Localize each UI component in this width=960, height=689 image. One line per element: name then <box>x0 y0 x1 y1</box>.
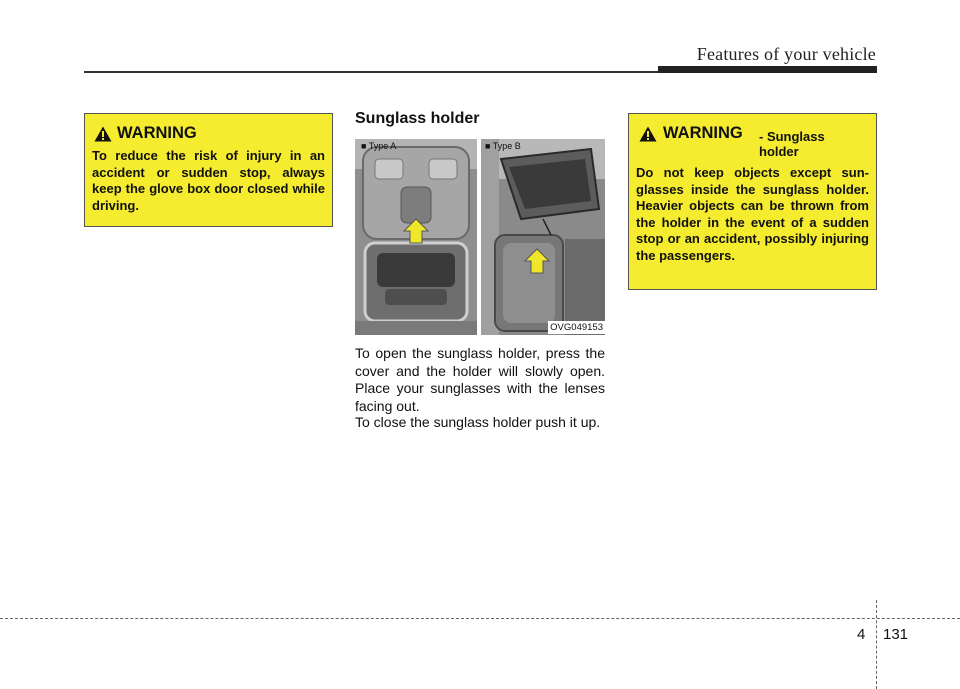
sunglass-holder-type-b-illustration <box>481 139 605 335</box>
page-number: 131 <box>883 626 909 643</box>
warning-box-glove-box <box>84 113 333 227</box>
section-title: Sunglass holder <box>355 110 480 127</box>
section-number: 4 <box>857 626 866 643</box>
warning-heading: WARNING <box>663 124 743 142</box>
photo-type-a <box>355 139 477 335</box>
type-a-label: ■ Type A <box>361 141 397 151</box>
header-rule-accent <box>658 66 877 73</box>
paragraph-close-instructions: To close the sunglass holder push it up. <box>355 414 601 430</box>
paragraph-open-instructions: To open the sunglass holder, press the cover and the holder will slowly open. Place your sunglasses with the lenses facing out. <box>355 345 605 414</box>
sunglass-holder-type-a-illustration <box>355 139 477 335</box>
warning-body: Do not keep objects except sun-glasses inside the sunglass holder. Heavier objects can be thrown from the holder in the event of a sudden stop or an accident, possibly injuring the passengers. <box>636 165 869 263</box>
photo-type-b <box>481 139 605 335</box>
warning-body: To reduce the risk of injury in an accident or sudden stop, always keep the glove box door closed while driving. <box>92 148 325 213</box>
figure-code: OVG049153 <box>550 322 603 333</box>
crop-mark-vertical <box>876 600 877 689</box>
warning-box-sunglass-holder <box>628 113 877 290</box>
warning-triangle-icon <box>94 126 112 142</box>
crop-mark-horizontal <box>0 618 960 619</box>
warning-subtitle: - Sunglass holder <box>759 129 825 159</box>
page-header-title: Features of your vehicle <box>696 44 876 64</box>
warning-heading: WARNING <box>117 124 197 142</box>
warning-triangle-icon <box>639 126 657 142</box>
type-b-label: ■ Type B <box>485 141 521 151</box>
header-rule <box>84 71 660 73</box>
